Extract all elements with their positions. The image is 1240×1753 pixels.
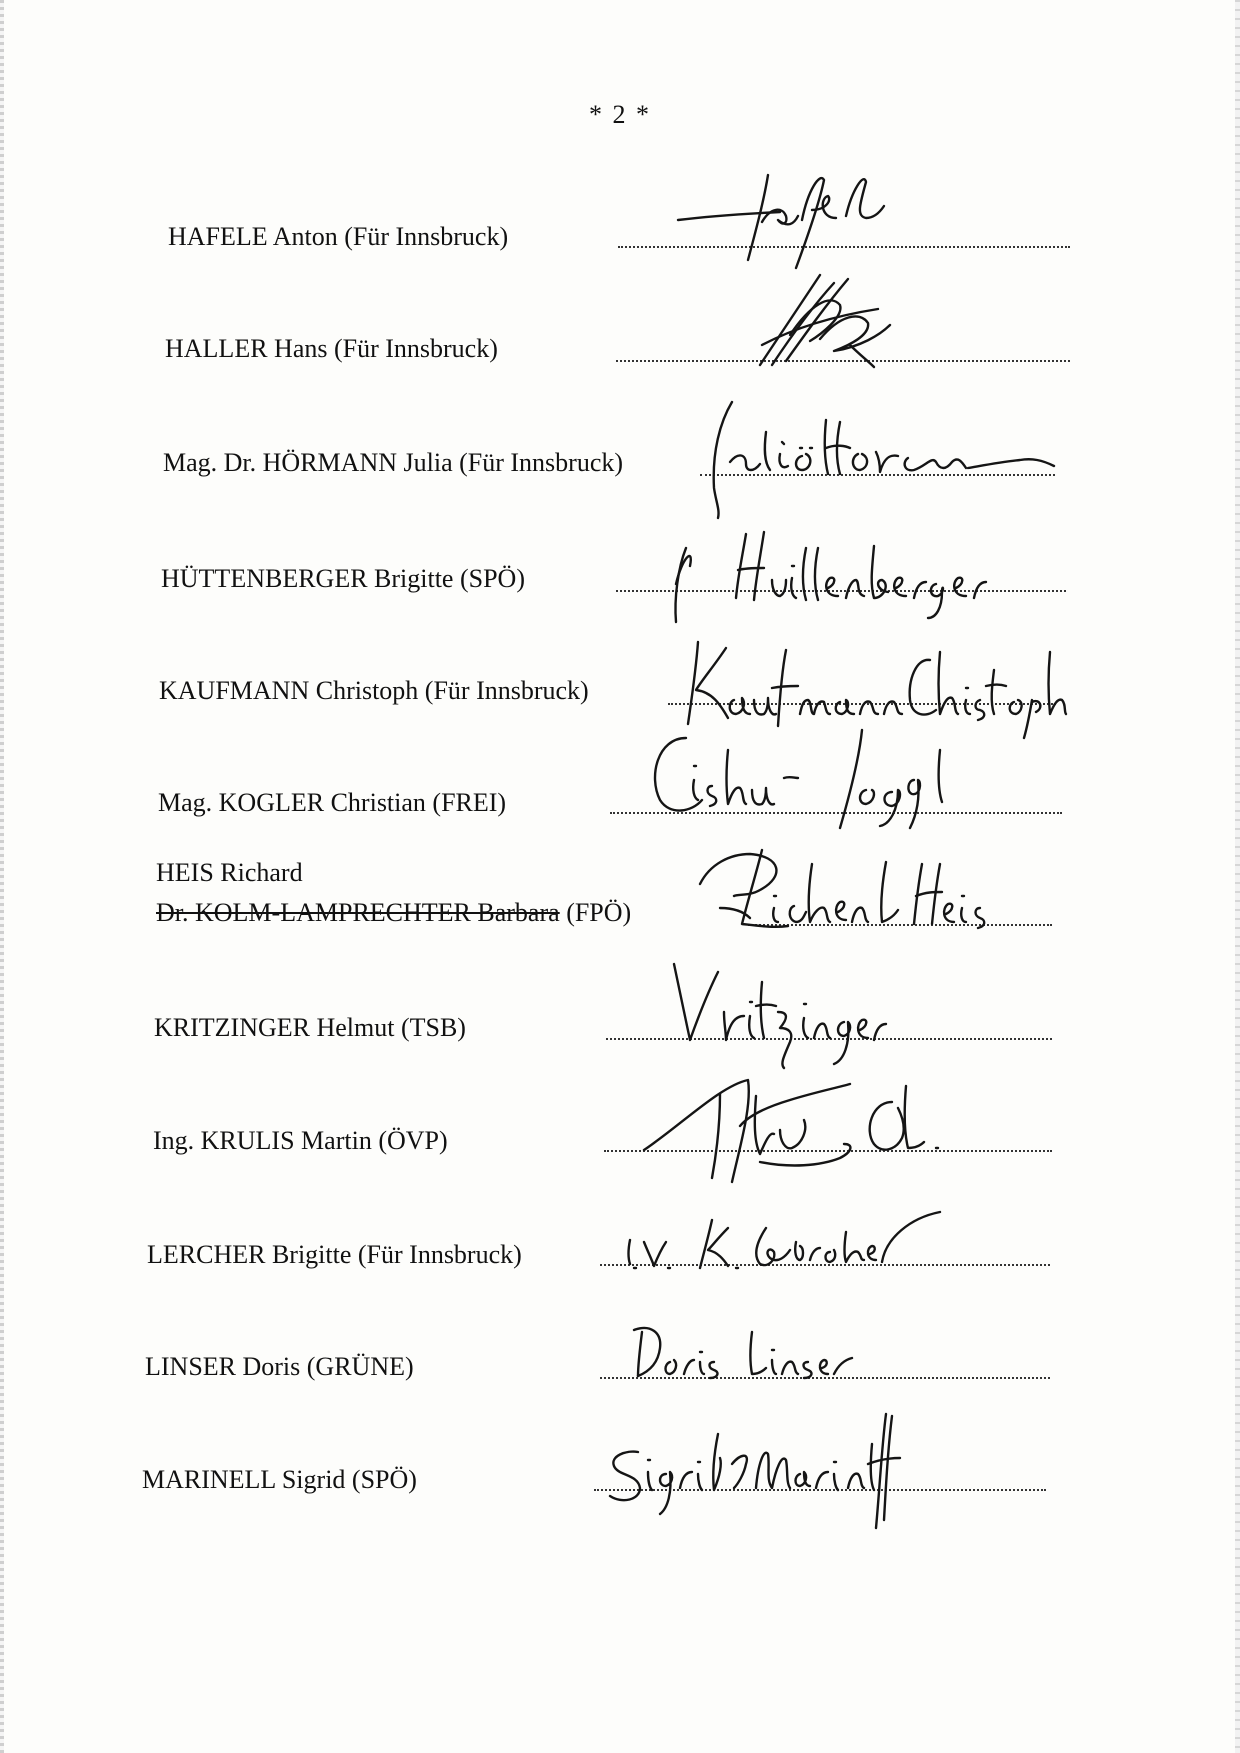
signature-kogler [640,720,1000,850]
scan-edge-left [0,0,4,1753]
signatory-name-kaufmann: KAUFMANN Christoph (Für Innsbruck) [159,676,589,705]
signature-haller [750,265,920,375]
signature-krulis [640,1066,990,1196]
signatory-name-heis: HEIS Richard [156,858,303,887]
signature-heis [690,834,1010,944]
signature-lercher [600,1198,980,1288]
signatory-name-linser: LINSER Doris (GRÜNE) [145,1352,414,1381]
party-fpoe: (FPÖ) [566,898,632,927]
signatory-name-struck-row [156,898,631,928]
signatory-name-huettenberger: HÜTTENBERGER Brigitte (SPÖ) [161,564,525,593]
struck-name-kolm-lamprechter: Dr. KOLM-LAMPRECHTER Barbara [156,898,560,927]
signatory-name-marinell: MARINELL Sigrid (SPÖ) [142,1465,417,1494]
signature-hoermann [690,392,1070,522]
signatory-name-lercher: LERCHER Brigitte (Für Innsbruck) [147,1240,522,1269]
signature-linser [620,1312,880,1392]
scan-edge-right [1235,0,1240,1753]
signatory-name-haller: HALLER Hans (Für Innsbruck) [165,334,498,363]
signature-kritzinger [660,952,910,1072]
signature-huettenberger [660,518,1000,628]
signatory-name-hafele: HAFELE Anton (Für Innsbruck) [168,222,509,251]
page-number: * 2 * [589,100,651,129]
signatory-name-kogler: Mag. KOGLER Christian (FREI) [158,788,507,817]
signature-hafele [670,160,910,270]
signatory-name-kritzinger: KRITZINGER Helmut (TSB) [154,1013,466,1042]
signatory-name-krulis: Ing. KRULIS Martin (ÖVP) [153,1126,448,1155]
signature-marinell [600,1404,900,1534]
signatory-name-hoermann: Mag. Dr. HÖRMANN Julia (Für Innsbruck) [163,448,624,477]
